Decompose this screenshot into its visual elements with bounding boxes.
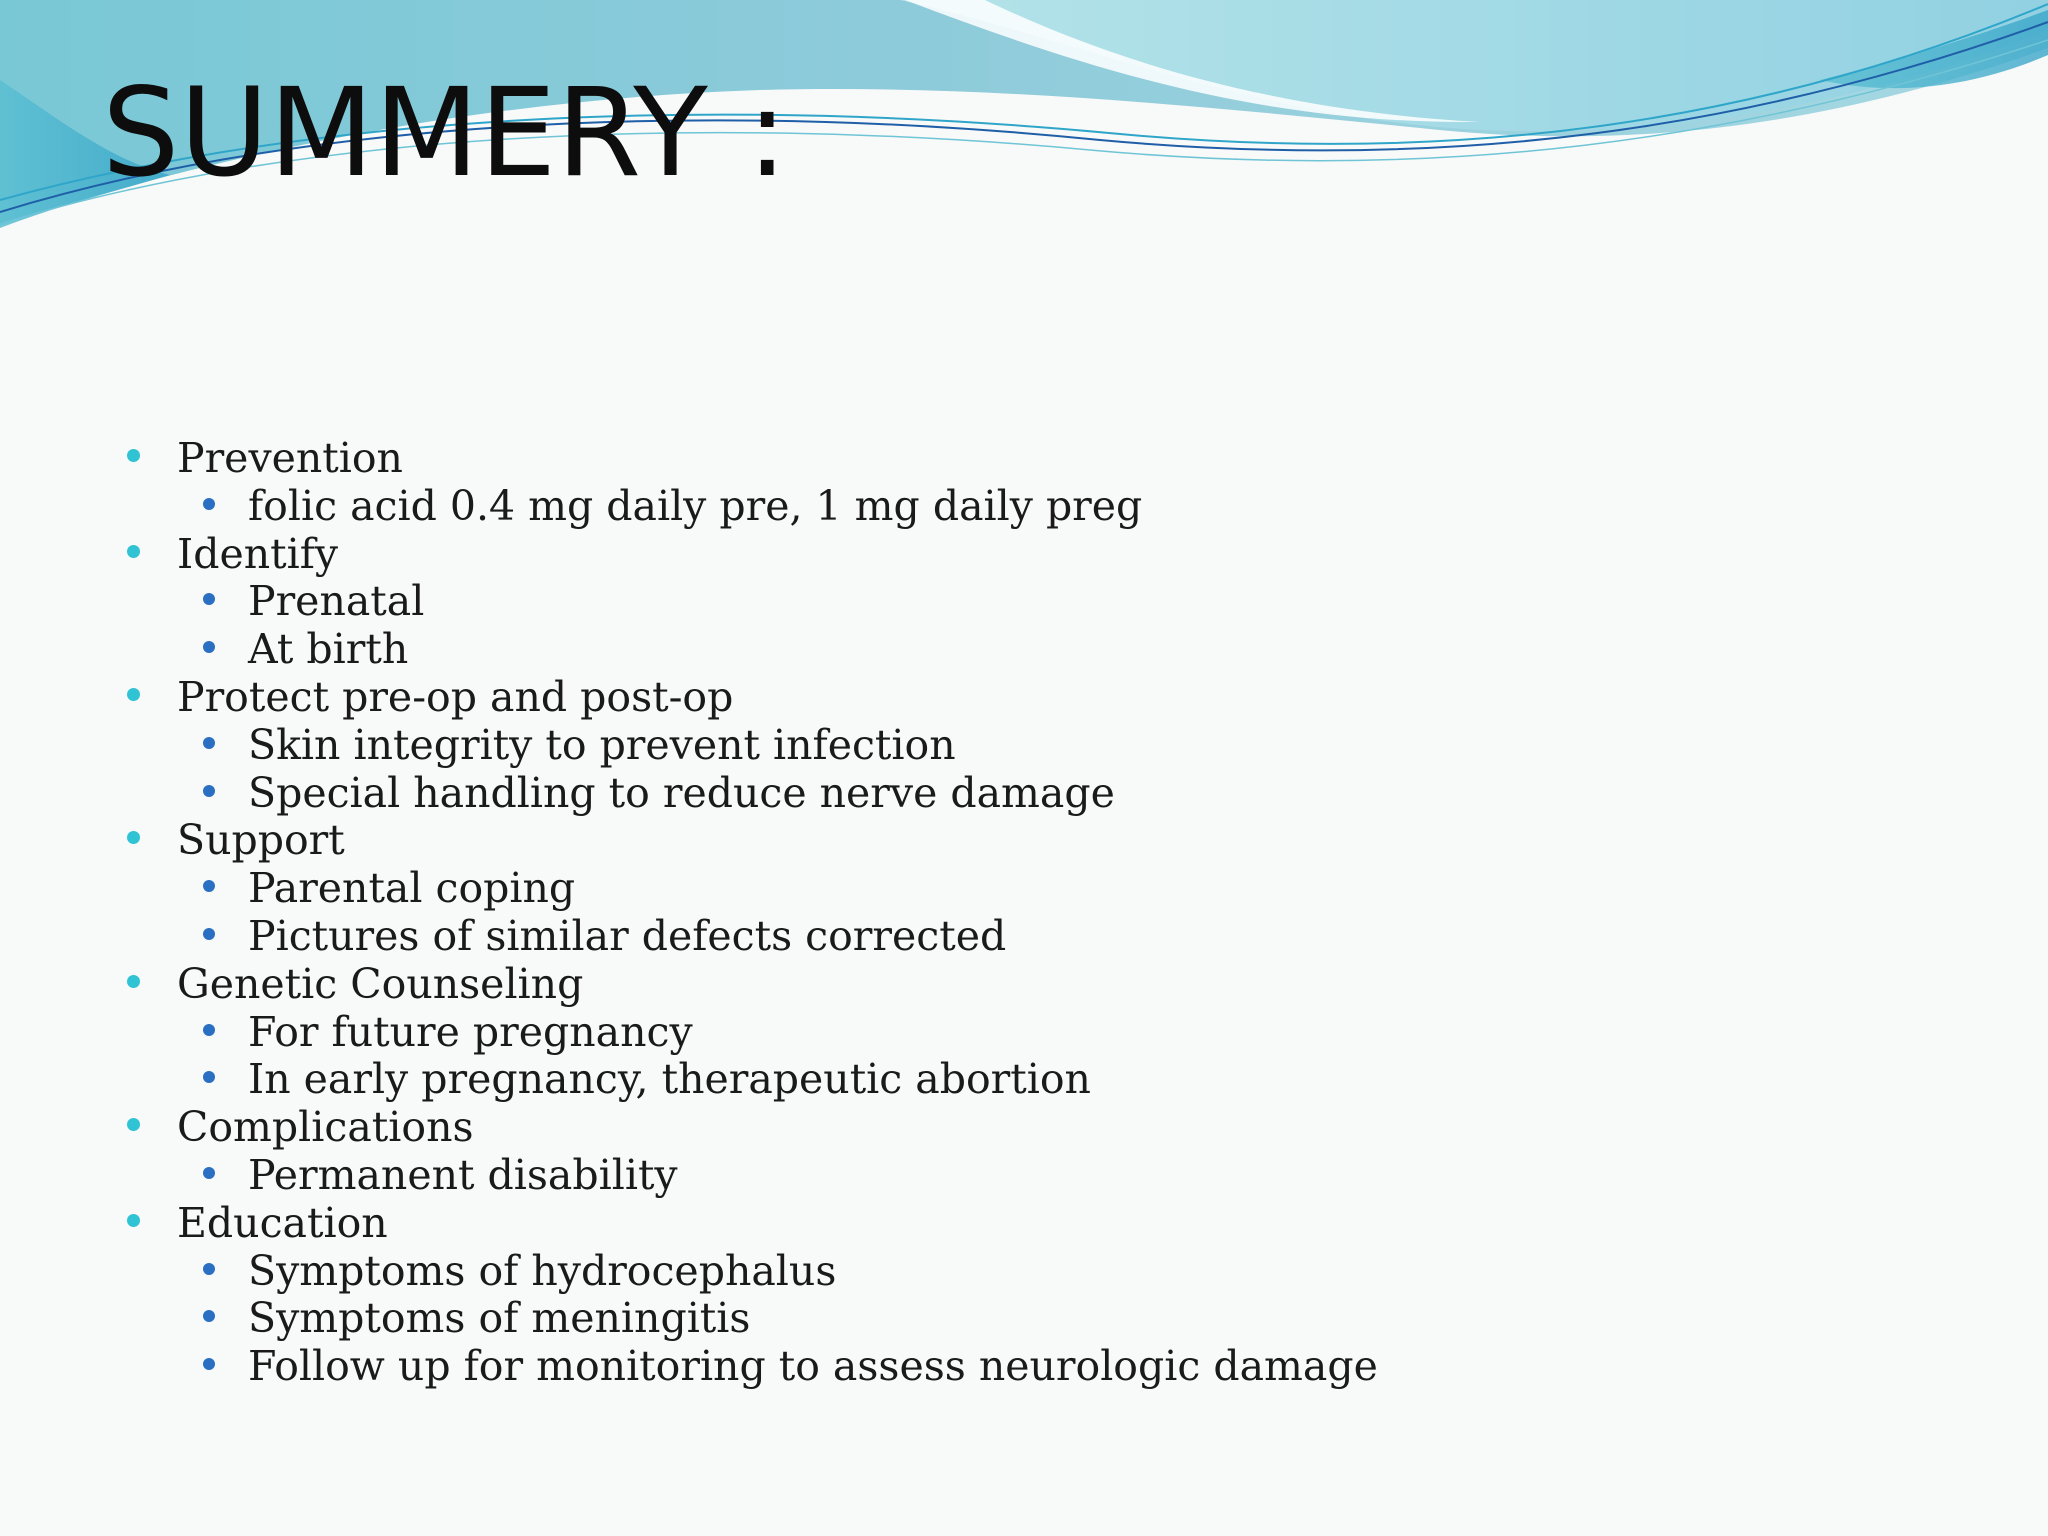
bullet-text: Symptoms of hydrocephalus (248, 1246, 837, 1295)
sub-bullet-item (0, 770, 2048, 818)
bullet-item (0, 1104, 2048, 1152)
bullet-text: Identify (177, 529, 339, 578)
sub-bullet-item (0, 865, 2048, 913)
bullet-dot-icon (203, 1263, 215, 1275)
bullet-dot-icon (127, 1118, 140, 1131)
bullet-item (0, 435, 2048, 483)
bullet-dot-icon (203, 641, 215, 653)
bullet-text: folic acid 0.4 mg daily pre, 1 mg daily preg (248, 481, 1143, 530)
bullet-dot-icon (203, 785, 215, 797)
bullet-text: Symptoms of meningitis (248, 1294, 751, 1343)
bullet-text: For future pregnancy (248, 1007, 693, 1056)
bullet-dot-icon (127, 545, 140, 558)
bullet-dot-icon (127, 975, 140, 988)
bullet-text: Education (177, 1198, 388, 1247)
sub-bullet-item (0, 722, 2048, 770)
bullet-dot-icon (203, 498, 215, 510)
sub-bullet-item (0, 483, 2048, 531)
bullet-dot-icon (203, 880, 215, 892)
bullet-item (0, 531, 2048, 579)
bullet-text: At birth (248, 625, 409, 674)
bullet-text: Prenatal (248, 577, 425, 626)
bullet-dot-icon (203, 737, 215, 749)
bullet-dot-icon (127, 831, 140, 844)
sub-bullet-item (0, 913, 2048, 961)
bullet-item (0, 817, 2048, 865)
bullet-text: Pictures of similar defects corrected (248, 911, 1007, 960)
bullet-dot-icon (203, 1358, 215, 1370)
bullet-item (0, 674, 2048, 722)
bullet-text: Protect pre-op and post-op (177, 672, 734, 721)
bullet-item (0, 961, 2048, 1009)
bullet-list (0, 435, 2048, 1391)
bullet-dot-icon (127, 688, 140, 701)
sub-bullet-item (0, 578, 2048, 626)
bullet-dot-icon (203, 1310, 215, 1322)
bullet-dot-icon (203, 1167, 215, 1179)
bullet-dot-icon (203, 928, 215, 940)
sub-bullet-item (0, 1009, 2048, 1057)
bullet-text: Genetic Counseling (177, 959, 584, 1008)
sub-bullet-item (0, 1152, 2048, 1200)
sub-bullet-item (0, 626, 2048, 674)
bullet-text: In early pregnancy, therapeutic abortion (248, 1055, 1091, 1104)
bullet-dot-icon (203, 1024, 215, 1036)
bullet-text: Support (177, 816, 345, 865)
bullet-text: Prevention (177, 434, 403, 482)
bullet-dot-icon (203, 1071, 215, 1083)
bullet-dot-icon (127, 449, 140, 462)
bullet-text: Permanent disability (248, 1150, 678, 1199)
bullet-text: Skin integrity to prevent infection (248, 720, 956, 769)
bullet-item (0, 1200, 2048, 1248)
sub-bullet-item (0, 1056, 2048, 1104)
bullet-text: Special handling to reduce nerve damage (248, 768, 1115, 817)
sub-bullet-item (0, 1248, 2048, 1296)
bullet-dot-icon (127, 1214, 140, 1227)
bullet-text: Complications (177, 1103, 474, 1152)
bullet-text: Follow up for monitoring to assess neurologic damage (248, 1342, 1378, 1391)
sub-bullet-item (0, 1295, 2048, 1343)
sub-bullet-item (0, 1343, 2048, 1391)
bullet-text: Parental coping (248, 864, 576, 913)
slide-title: SUMMERY : (102, 62, 788, 204)
bullet-dot-icon (203, 593, 215, 605)
